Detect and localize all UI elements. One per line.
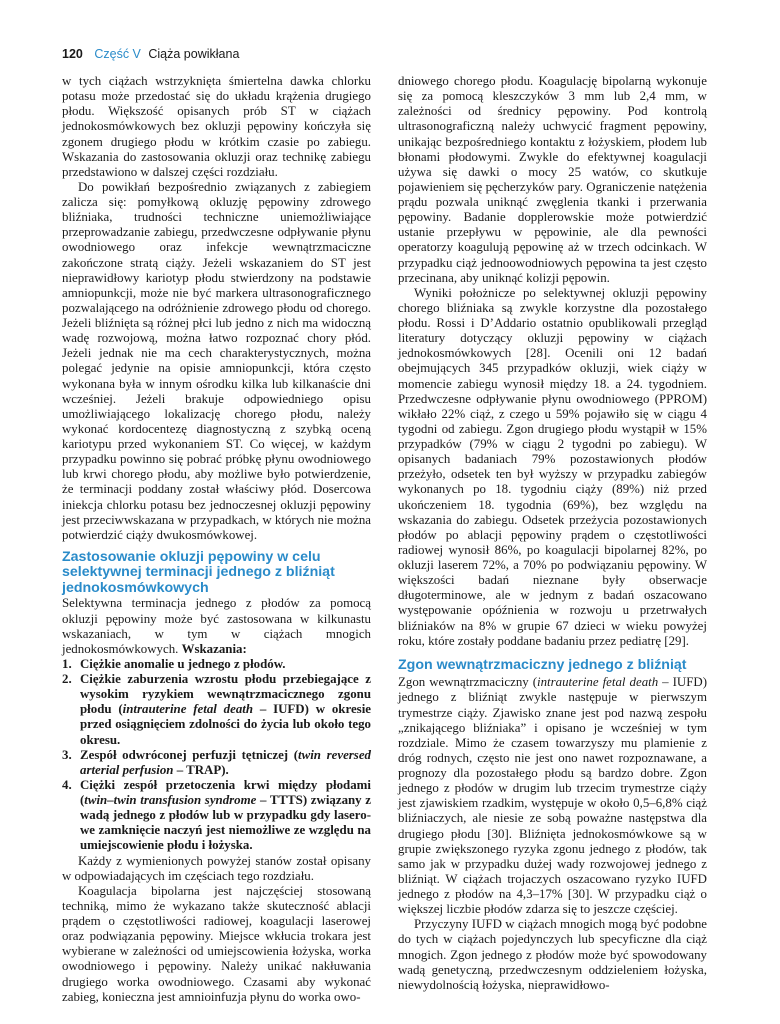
list-item [62, 748, 371, 778]
list-number: 3. [62, 747, 72, 762]
part-label: Część V [94, 47, 141, 61]
paragraph-text: Selektywna terminacja jednego z płodów za pomocą okluzji pępowiny może być zastosowana w kilkunastu wskazaniach, w tym w ciążach mnogich jednokosmówkowych. [62, 596, 371, 656]
paragraph-text-italic: intrauterine fetal death [537, 675, 659, 690]
list-text-italic: intrauterine fetal death [122, 702, 254, 717]
section-heading: Zgon wewnątrzmaciczny jednego z bliźniąt [398, 656, 687, 673]
paragraph [398, 675, 707, 917]
paragraph: Każdy z wymienionych powyżej stanów został opisany w odpowiadających im częściach tego rozdziału. [62, 853, 371, 883]
indications-label: Wskazania: [181, 641, 247, 656]
list-text: Ciężki zespół przetoczenia krwi między płodami ( [80, 777, 371, 807]
list-number: 4. [62, 777, 72, 792]
list-text-italic: twin–twin transfusion syndrome [84, 793, 257, 807]
paragraph [62, 596, 371, 657]
list-text: – TRAP). [173, 762, 229, 777]
list-item [62, 657, 371, 672]
paragraph: Wyniki położnicze po selektywnej okluzji pępowiny chorego bliźniaka są zwykle korzystne dla pozostałego płodu. Rossi i D’Addario ostatnio opublikowali przegląd literatury dotyczący okluzji pępowiny w ciążach jednokosmówkowych [28]. Ocenili oni 12 badań obejmujących 345 przypadków okluzji, wiek ciąży w momencie zabiegu wynosił między 18. a 24. tygodniem. Przedwczesne odpływanie płynu owodniowego (PPROM) wikłało 22% ciąż, z czego u 59% pojawiło się w ciągu 4 tygodni od zabiegu. Zgon drugiego płodu wystąpił w 15% przypadków (79% w ciągu 2 tygodni po zabiegu). W opisanych badaniach 79% pozostawionych płodów przeżyło, odsetek ten był wyższy w przypadku zabiegów wykonanych po 18. tygodniu ciąży (89%) niż przed ukończeniem 18. tygodnia (69%), bez względu na wskazania do zabiegu. Odsetek przeżycia pozostawionych płodów po ablacji pępowiny prądem o częstotliwości radiowej wynosił 86%, po koagulacji bipolarnej 82%, po okluzji laserem 72%, a 70% po podwiązaniu pępowiny. W większości badań nieznane były obserwacje długoterminowe, ale w jednym z badań oszacowano występowanie opóźnienia w rozwoju u przetrwałych bliźniaków na 8% w grupie 67 dzieci w wieku powyżej roku, które zostały poddane badaniu przez pediatrę [29]. [398, 285, 707, 648]
list-text: – IUFD) w okresie przed osiągnięciem zdolności do życia lub około tego okresu. [80, 702, 371, 747]
running-header [62, 47, 239, 67]
paragraph: Do powikłań bezpośrednio związanych z zabiegiem zalicza się: pomyłkową okluzję pępowiny zdrowego bliźniaka, trudności techniczne uniemożliwiające przeprowadzanie zabiegu, przedwczesne odpływanie płynu owodniowego oraz infekcje wewnątrzmaciczne zakończone stratą ciąży. Jeżeli wskazaniem do ST jest nieprawidłowy kariotyp płodu stwierdzony na podstawie amniopunkcji, może nie być markera ultrasonograficznego pozwalającego na odróżnienie zdrowego płodu od chorego. Jeżeli bliźnięta są różnej płci lub jedno z nich ma widoczną wadę rozwojową, można łatwo rozpoznać chory płód. Jeżeli jednak nie ma cech charakterystycznych, można polegać jedynie na opisie amniopunkcji, która często wykonana była w innym ośrodku kilka lub kilkanaście dni wcześniej. Jeżeli brakuje odpowiedniego opisu umożliwiającego lokalizację chorego płodu, należy wykonać kordocentezę diagnostyczną z szybką oceną kariotypu przed wykonaniem ST. Co więcej, w każdym przypadku powinno się pobrać próbkę płynu owodniowego lub krwi chorego płodu, aby możliwe było potwierdzenie, że terminacji poddany został właściwy płód. Dosercowa iniekcja chlorku potasu bez jednoczesnej okluzji pępowiny jest przeciwwskazana w przypadkach, w których nie można potwierdzić ciąży dwukosmówkowej. [62, 179, 371, 542]
paragraph: dniowego chorego płodu. Koagulację bipolarną wykonuje się za pomocą kleszczyków 3 mm lub 2,4 mm, w zależności od średnicy pępowiny. Pod kontrolą ultrasonograficzną należy uchwycić fragment pępowiny, unikając bezpośredniego kontaktu z łożyskiem, płodem lub błonami płodowymi. Zwykle do efektywnej koagulacji używa się dawki o mocy 25 watów, co skutkuje pojawieniem się pęcherzyków pary. Ograniczenie natężenia prądu pozwala uniknąć zwęglenia tkanki i przerwania pępowiny. Badanie dopplerowskie może potwierdzić ustanie przepływu w pępowinie, ale dla pewności operatorzy koagulują pępowinę aż w trzech odcinkach. W przypadku ciąż jednoowodniowych pępowina ta jest często przecinana, aby uniknąć kolizji pępowin. [398, 74, 707, 285]
paragraph: w tych ciążach wstrzyknięta śmiertelna dawka chlorku potasu może przedostać się do układu krążenia drugiego płodu. Większość opisanych prób ST w ciążach jednokosmówkowych bez okluzji pępowiny kończyła się zgonem drugiego płodu w krótkim czasie po zabiegu. Wskazania do zastosowania okluzji oraz technikę zabiegu przedstawiono w dalszej części rozdziału. [62, 74, 371, 179]
paragraph: Koagulacja bipolarna jest najczęściej stosowaną techniką, mimo że wykazano także skuteczność ablacji prądem o częstotliwości radiowej, koagulacji laserowej oraz podwiązania pępowiny. Miejsce wkłucia trokara jest wybierane w zależności od umiejscowienia łożyska, worka owodniowego i pępowiny. Należy unikać nakłuwania drugiego worka owodniowego. Czasami aby wykonać zabieg, konieczna jest amnioinfuzja płynu do worka owo- [62, 883, 371, 1004]
left-column [62, 74, 371, 1005]
list-item [62, 778, 371, 854]
section-heading: Zastosowanie okluzji pępowiny w celu selektywnej terminacji jednego z bliźniąt jednokosmówkowych [62, 548, 335, 596]
list-number: 1. [62, 656, 72, 671]
list-text: – TTTS) związany z wadą jednego z płodów lub w przypadku gdy laserowe zamknięcie naczyń jest niemożliwe ze względu na umiejscowienie płodu i łożyska. [80, 793, 372, 853]
paragraph-text: – IUFD) jednego z bliźniąt zwykle następuje w pierwszym trymestrze ciąży. Zjawisko znane jest pod nazwą zespołu „znikającego bliźniaka” i opisano je wcześniej w tym rozdziale. Mimo że czasem towarzyszy mu plamienie z dróg rodnych, często nie jest ono nawet rozpoznawane, a prognozy dla pozostałego płodu są bardzo dobre. Zgon jednego z płodów w drugim lub trzecim trymestrze ciąży jest zjawiskiem rzadkim, występuje w około 0,5–6,8% ciąż bliźniaczych, ale niesie ze sobą poważne następstwa dla drugiego płodu [30]. Bliźnięta jednokosmówkowe są w grupie zwiększonego ryzyka zgonu jednego z płodów, tak samo jak w przypadku dużej wady rozwojowej jednego z bliźniąt. W ciążach trojaczych oszacowano ryzyko IUFD jednego z płodów na 4,3–17% [30]. W przypadku ciąż o większej liczbie płodów zdarza się to jeszcze częściej. [398, 675, 708, 917]
indications-list [62, 657, 371, 854]
paragraph-text: Zgon wewnątrzmaciczny ( [398, 675, 538, 690]
right-column [398, 74, 707, 993]
list-text-italic: twin reversed arterial perfusion [80, 747, 371, 777]
chapter-title: Ciąża powikłana [148, 47, 240, 61]
list-text: Ciężkie anomalie u jednego z płodów. [80, 656, 286, 671]
list-number: 2. [62, 672, 72, 686]
paragraph: Przyczyny IUFD w ciążach mnogich mogą być podobne do tych w ciążach pojedynczych lub specyficzne dla ciąż mnogich. Zgon jednego z płodów może być spowodowany wadą genetyczną, przedwczesnym oddzieleniem łożyska, niewydolnością łożyska, nieprawidłowo- [398, 917, 707, 992]
list-item [62, 672, 371, 748]
page-number: 120 [62, 47, 83, 61]
list-text: Zespół odwróconej perfuzji tętniczej ( [80, 747, 299, 762]
list-text: Ciężkie zaburzenia wzrostu płodu przebiegające z wysokim ryzykiem wewnątrzmacicznego zgonu płodu ( [80, 672, 371, 717]
